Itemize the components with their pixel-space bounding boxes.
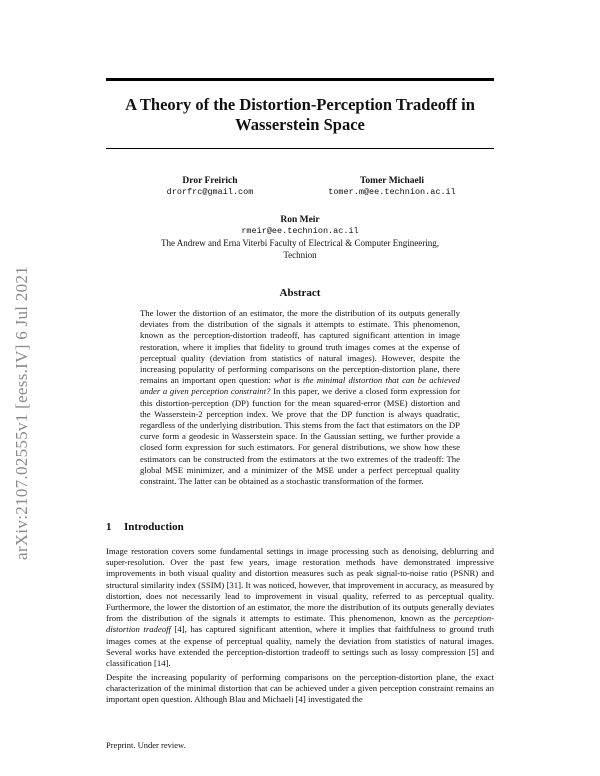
author-name: Tomer Michaeli [359,176,425,186]
intro-text-part: [4], has captured significant attention, where it implies that faithfulness to ground truth images comes at the expense of perceptual quality, namely the deviation from statistics of natural images. Several works have extended the perception-distortion tradeoff to settings such as lossy compression [5] and classification [14]. [106,624,494,669]
intro-paragraph [106,546,494,669]
intro-paragraph: Despite the increasing popularity of performing comparisons on the perception-distortion plane, the exact characterization of the minimal distortion that can be achieved under a given perception constraint remains an important open question. Although Blau and Michaeli [4] investigated the [106,672,494,705]
author-name: Dror Freirich [182,176,238,186]
abstract-question: what is the minimal distortion that can be achieved under a given perception constraint? [140,375,461,397]
title-line-1: A Theory of the Distortion-Perception Tradeoff in [125,95,475,114]
author-block [130,214,470,261]
section-number: 1 [106,521,112,533]
section-heading [106,520,184,534]
author-block [130,175,290,198]
preprint-footer: Preprint. Under review. [106,740,186,750]
abstract-text-part: In this paper, we derive a closed form expression for this distortion-perception (DP) function for the mean squared-error (MSE) distortion and the Wasserstein-2 perception index. We prove that the DP function is always quadratic, regardless of the underlying distribution. This stems from the fact that estimators on the DP curve form a geodesic in Wasserstein space. In the Gaussian setting, we further provide a closed form expression for such estimators. For general distributions, we show how these estimators can be constructed from the estimators at the two extremes of the tradeoff: The global MSE minimizer, and a minimizer of the MSE under a perfect perceptual quality constraint. The latter can be obtained as a stochastic transformation of the former. [140,386,460,487]
abstract-text-part: The lower the distortion of an estimator, the more the distribution of its outputs generally deviates from the distribution of the signals it attempts to estimate. This phenomenon, known as the perception-distortion tradeoff, has captured significant attention in image restoration, where it implies that fidelity to ground truth images comes at the expense of perceptual quality (deviation from statistics of natural images). However, despite the increasing popularity of performing comparisons on the perception-distortion plane, there remains an important open question: [140,308,460,386]
author-affiliation: The Andrew and Erna Viterbi Faculty of Electrical & Computer Engineering, [161,238,439,248]
author-name: Ron Meir [280,215,320,225]
abstract-text [140,308,460,487]
author-affiliation-2: Technion [283,250,317,260]
title-top-rule [106,78,494,81]
section-title: Introduction [124,521,184,533]
author-email: drorfrc@gmail.com [166,187,254,197]
author-email: rmeir@ee.technion.ac.il [241,226,359,236]
title-bottom-rule [106,148,494,149]
title-line-2: Wasserstein Space [235,115,365,134]
author-email: tomer.m@ee.technion.ac.il [328,187,456,197]
intro-text-part: Image restoration covers some fundamental settings in image processing such as denoising, deblurring and super-resolution. Over the past few years, image restoration methods have demonstrated impressive improvements in both visual quality and distortion measures such as peak signal-to-noise ratio (PSNR) and structural similarity index (SSIM) [31]. It was noticed, however, that improvement in accuracy, as measured by distortion, does not necessarily lead to improvement in visual quality, referred to as perceptual quality. Furthermore, the lower the distortion of an estimator, the more the distribution of its outputs generally deviates from the distribution of the signals it attempts to estimate. This phenomenon, known as the [106,546,494,624]
author-block [302,175,482,198]
abstract-heading: Abstract [279,287,321,299]
intro-emphasis: perception-distortion tradeoff [106,613,494,635]
arxiv-identifier: arXiv:2107.02555v1 [eess.IV] 6 Jul 2021 [12,265,31,560]
paper-title [106,95,494,135]
